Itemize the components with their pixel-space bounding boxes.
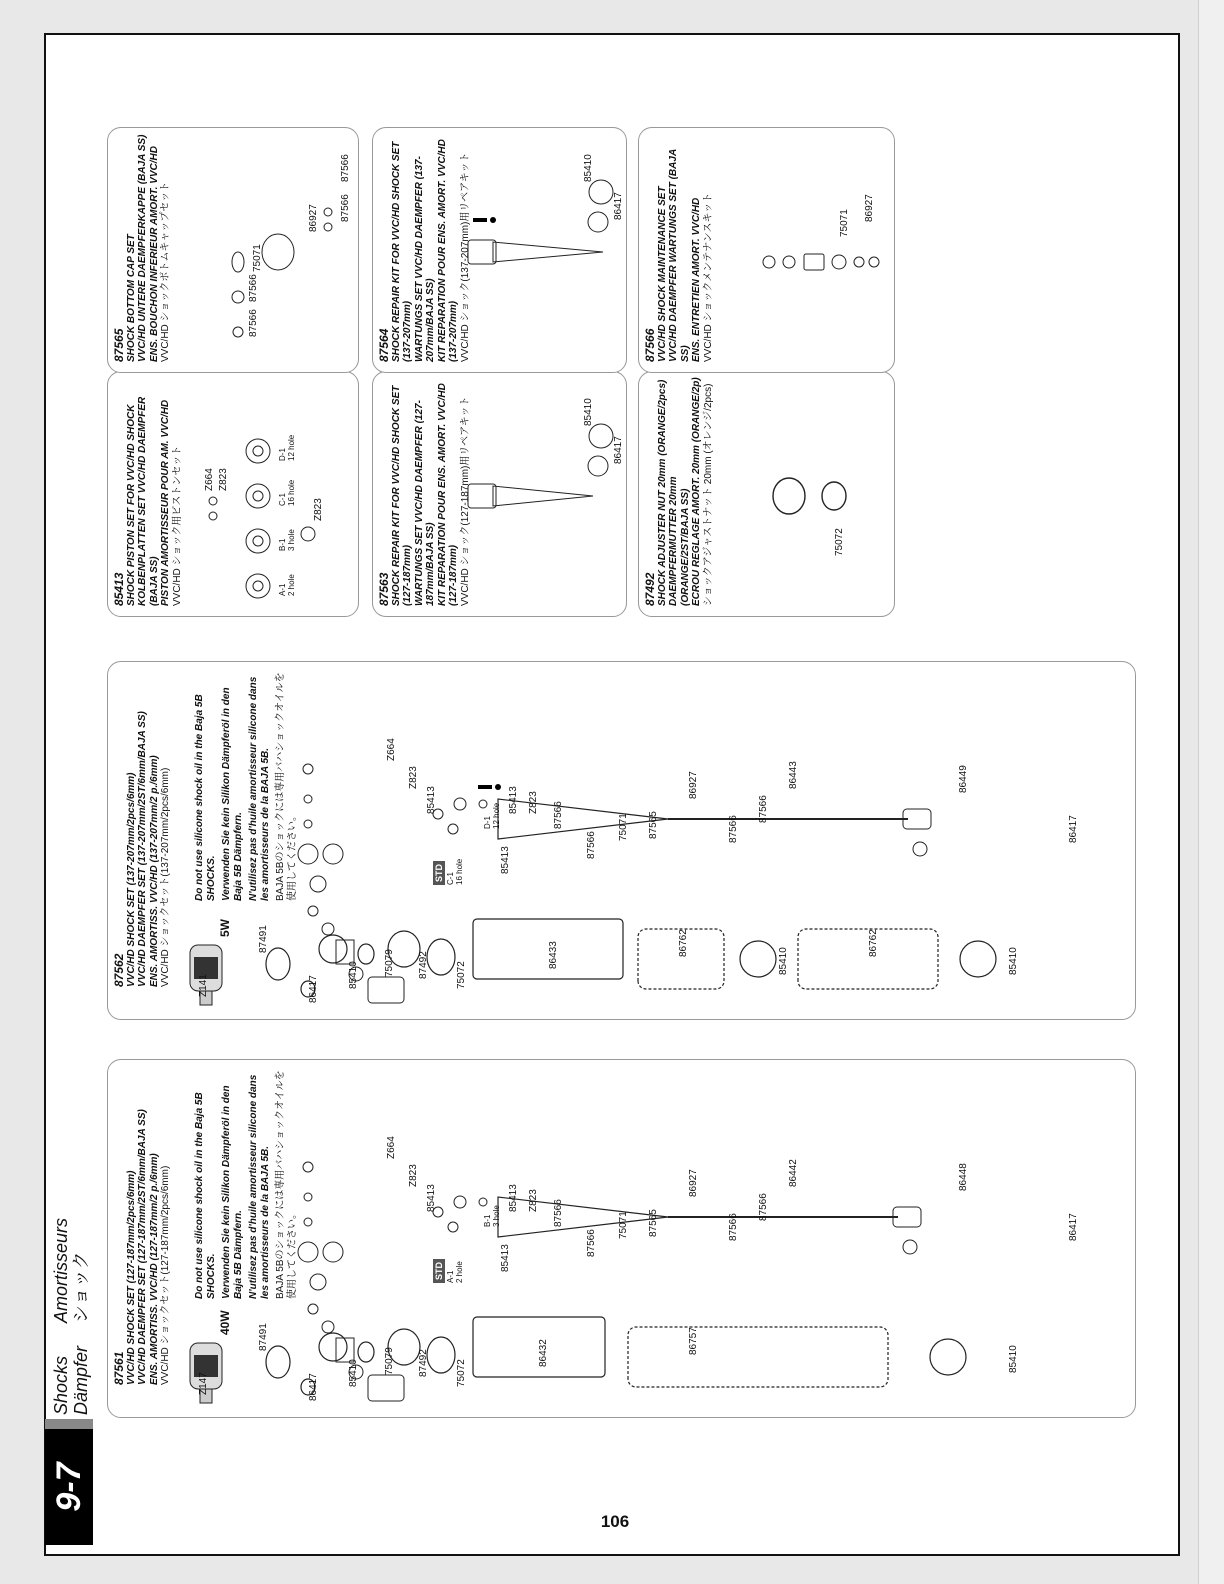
label-part: 87492 [418,1349,429,1377]
label-part: 87566 [340,154,351,182]
piston-diagram [108,372,358,616]
label-part: 75072 [456,961,467,989]
kit-87563-title: 87563 SHOCK REPAIR KIT FOR VVC/HD SHOCK SET (127-187mm) WARTUNGS SET VVC/HD DAEMPFER (127-187mm/BAJA SS) KIT REPARATION POUR ENS. AMORT. VVC/HD (127-187mm) VVC/HD ショック(127-187mm)用リペアキット [377,383,471,606]
kit-87564-title: 87564 SHOCK REPAIR KIT FOR VVC/HD SHOCK SET (137-207mm) WARTUNGS SET VVC/HD DAEMPFER (137-207mm/BAJA SS) KIT REPARATION POUR ENS. AMORT. VVC/HD (137-207mm) VVC/HD ショック(137-207mm)用リペアキット [377,139,471,362]
panel-87562 [107,661,1136,1020]
page-number: 106 [600,1512,630,1531]
panel-87565 [107,127,359,373]
piston-holes: 3 hole [287,529,296,551]
label-part: 85410 [1008,1345,1019,1373]
section-title-left [51,1346,91,1415]
panel-87492 [638,371,895,617]
label-part: 87566 [758,1193,769,1221]
label-part: 85413 [500,1244,511,1272]
label-part: 87566 [248,309,259,337]
label-part: 75079 [384,1347,395,1375]
std-piston-code: A-1 [446,1270,455,1283]
label-part: 87566 [248,274,259,302]
label-oil-code: Z141 [198,974,209,997]
label-part: 86417 [1068,1213,1079,1241]
section-title-right [51,1218,91,1323]
label-part: Z664 [386,1136,397,1159]
label-part: 86443 [788,761,799,789]
label-part: 87565 [648,811,659,839]
label-part: 86449 [958,765,969,793]
label-part: 85413 [508,1184,519,1212]
label-part: 86927 [864,194,875,222]
section-badge: 9-7 [45,1429,93,1545]
kit-87562-title: 87562 VVC/HD SHOCK SET (137-207mm/2pcs/6mm) VVC/HD DAEMPFER SET (137-207mm/2ST/6mm/BAJA SS) ENS. AMORTISS. VVC/HD (137-207mm/2 p./6mm) VVC/HD ショックセット(137-207mm/2pcs/6mm) [112,711,171,987]
label-part: 86762 [868,929,879,957]
part-shock-cap [319,1333,347,1361]
label-part: 86927 [308,204,319,232]
piston-holes: 12 hole [287,434,296,461]
std-badge: STD [433,861,445,885]
label-part: Z823 [528,1189,539,1212]
label-part: 87565 [648,1209,659,1237]
piston-code: C-1 [278,493,287,506]
label-part: 86762 [678,929,689,957]
panel-87566 [638,127,895,373]
label-part: 87491 [258,925,269,953]
piston-code: D-1 [278,448,287,461]
label-part: 75072 [834,528,845,556]
label-part: 85413 [500,846,511,874]
label-part: Z823 [218,468,229,491]
label-part: 87566 [340,194,351,222]
label-part: 87566 [728,815,739,843]
label-part: 86417 [308,975,319,1003]
label-part: 86757 [688,1327,699,1355]
piston-code: A-1 [278,583,287,596]
label-part: 86432 [538,1339,549,1367]
kit-85413-title: 85413 SHOCK PISTON SET FOR VVC/HD SHOCK KOLBENPLATTEN SET VVC/HD DAEMPFER (BAJA SS) PISTON AMORTISSEUR POUR AM. VVC/HD VVC/HD ショック用ピストンセット [112,396,183,606]
label-part: 75079 [384,949,395,977]
panel-87564 [372,127,627,373]
label-part: 85413 [426,1184,437,1212]
label-part: 85410 [778,947,789,975]
label-part: Z664 [204,468,215,491]
scrollbar[interactable] [1198,0,1224,1584]
kit-87561-title: 87561 VVC/HD SHOCK SET (127-187mm/2pcs/6mm) VVC/HD DAEMPFER SET (127-187mm/2ST/6mm/BAJA SS) ENS. AMORTISS. VVC/HD (127-187mm/2 p./6mm) VVC/HD ショックセット(127-187mm/2pcs/6mm) [112,1109,171,1385]
warning-icon [478,784,501,790]
title-en: Shocks [51,1355,71,1415]
label-part: Z823 [408,766,419,789]
label-part: 85410 [1008,947,1019,975]
alt-piston-code: D-1 [483,816,492,829]
title-jp: ショック [71,1251,91,1323]
label-part: 86442 [788,1159,799,1187]
part-spring [628,1327,888,1387]
label-part: 87566 [586,831,597,859]
alt-piston-holes: 3 hole [492,1205,501,1227]
maintenance-kit-diagram [639,128,894,372]
label-part: 87566 [758,795,769,823]
label-part: Z823 [408,1164,419,1187]
piston-holes: 2 hole [287,574,296,596]
label-part: 85410 [583,398,594,426]
alt-piston-code: B-1 [483,1214,492,1227]
label-part: 85410 [583,154,594,182]
label-oil-weight: 5W [218,919,232,937]
warning-icon [473,217,496,223]
label-part: Z823 [528,791,539,814]
label-part: Z823 [313,498,324,521]
panel-87561 [107,1059,1136,1418]
title-fr: Amortisseurs [51,1217,71,1323]
label-part: 85410 [348,1359,359,1387]
label-part: 87566 [553,1199,564,1227]
alt-piston-holes: 12 hole [492,802,501,829]
panel-87563 [372,371,627,617]
oil-warning-note: Do not use silicone shock oil in the Baja 5B SHOCKS. Verwenden Sie kein Silikon Dämpferöl in den Baja 5B Dämpfern. N'utilisez pas d'huile amortisseur silicone dans les amortisseurs de la BAJA 5B. BAJA 5Bのショックには専用バハショックオイルを使用してください。 [194,1070,298,1299]
label-part: 75072 [456,1359,467,1387]
label-oil-weight: 40W [218,1310,232,1335]
label-part: 87492 [418,951,429,979]
label-part: 75071 [252,244,263,272]
adjuster-nut-diagram [639,372,894,616]
piston-holes: 16 hole [287,479,296,506]
label-oil-code: Z147 [198,1372,209,1395]
label-part: 75071 [839,209,850,237]
label-part: 87566 [586,1229,597,1257]
label-part: 86417 [613,436,624,464]
title-de: Dämpfer [71,1345,91,1415]
piston-code: B-1 [278,538,287,551]
kit-87492-title: 87492 SHOCK ADJUSTER NUT 20mm (ORANGE/2pcs) DAEMPFERMUTTER 20mm (ORANGE/2ST/BAJA SS) ECROU REGLAGE AMORT. 20mm (ORANGE/2p) ショックアジャストナット 20mm (オレンジ/2pcs) [643,377,714,606]
label-part: 86417 [1068,815,1079,843]
kit-87566-title: 87566 VVC/HD SHOCK MAINTENANCE SET VVC/HD DAEMPFER WARTUNGS SET (BAJA SS) ENS. ENTRETIEN AMORT. VVC/HD VVC/HD ショックメンテナンスキット [643,149,714,362]
label-part: 86448 [958,1163,969,1191]
label-part: 85410 [348,961,359,989]
bottom-cap-diagram [108,128,358,372]
label-part: 86433 [548,941,559,969]
label-part: 87566 [728,1213,739,1241]
label-part: 75071 [618,1211,629,1239]
label-part: 86927 [688,771,699,799]
label-part: 75071 [618,813,629,841]
label-part: 86417 [613,192,624,220]
label-part: Z664 [386,738,397,761]
kit-87565-title: 87565 SHOCK BOTTOM CAP SET VVC/HD UNTERE DAEMPFERKAPPE (BAJA SS) ENS. BOUCHON INFERIEUR AMORT. VVC/HD VVC/HD ショックボトムキャップセット [112,134,171,362]
std-badge: STD [433,1259,445,1283]
label-part: 85413 [426,786,437,814]
std-piston-code: C-1 [446,872,455,885]
std-piston-holes: 2 hole [455,1261,464,1283]
label-part: 85413 [508,786,519,814]
part-adjuster-collar [266,1346,290,1378]
label-part: 86417 [308,1373,319,1401]
rotated-content [45,45,1145,1545]
std-piston-holes: 16 hole [455,858,464,885]
oil-warning-note: Do not use silicone shock oil in the Baja 5B SHOCKS. Verwenden Sie kein Silikon Dämpferöl in den Baja 5B Dämpfern. N'utilisez pas d'huile amortisseur silicone dans les amortisseurs de la BAJA 5B. BAJA 5Bのショックには専用バハショックオイルを使用してください。 [194,672,298,901]
label-part: 87566 [553,801,564,829]
panel-85413 [107,371,359,617]
label-part: 86927 [688,1169,699,1197]
label-part: 87491 [258,1323,269,1351]
